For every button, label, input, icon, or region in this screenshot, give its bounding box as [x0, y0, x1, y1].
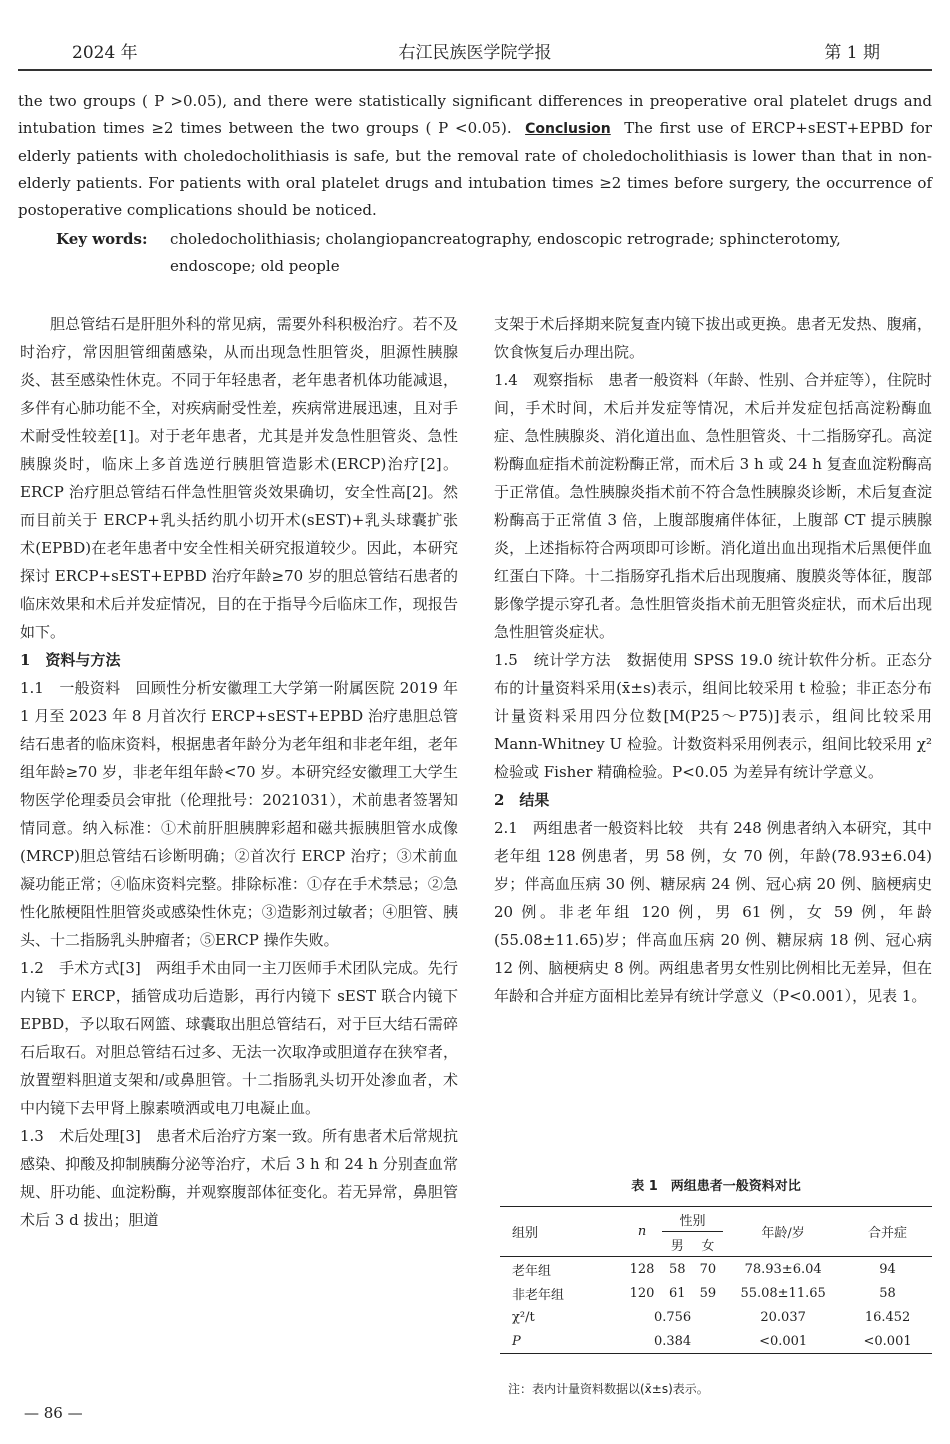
page-number: — 86 —: [24, 1404, 83, 1422]
table-1: [500, 1206, 932, 1354]
th-sex: 性别: [662, 1207, 723, 1232]
cell-stat: 0.756: [653, 1309, 692, 1325]
header-journal: 右江民族医学院学报: [398, 43, 552, 63]
section-1-3: 1.3 术后处理[3] 患者术后治疗方案一致。所有患者术后常规抗感染、抑酸及抑制胰酶分泌等治疗，术后 3 h 和 24 h 分别查血常规、肝功能、血淀粉酶，并观察腹部体征变化。若无异常，鼻胆管术后 3 d 拔出；胆道: [20, 1127, 458, 1229]
th-male: 男: [670, 1238, 684, 1254]
cell-comorb: 16.452: [864, 1309, 911, 1325]
cell-age: 20.037: [760, 1309, 806, 1325]
section-1-3-cont: 支架于术后择期来院复查内镜下拔出或更换。患者无发热、腹痛，饮食恢复后办理出院。: [494, 315, 932, 361]
cell-group: 老年组: [512, 1263, 552, 1279]
th-female: 女: [701, 1238, 715, 1254]
cell-n: 128: [629, 1261, 655, 1277]
th-group: 组别: [512, 1226, 539, 1241]
cell-comorb: <0.001: [863, 1333, 912, 1349]
keywords-label: Key words:: [56, 230, 148, 248]
cell-male: 61: [669, 1285, 686, 1301]
section-2-heading: 2 结果: [494, 791, 550, 809]
cell-age: 55.08±11.65: [740, 1285, 826, 1301]
section-2-1: 2.1 两组患者一般资料比较 共有 248 例患者纳入本研究，其中老年组 128 例患者，男 58 例，女 70 例，年龄(78.93±6.04)岁；伴高血压病 30 例、糖尿病 24 例、冠心病 20 例、脑梗病史 20 例。非老年组 120 例，男 61 例，女 59 例，年龄(55.08±11.65)岁；伴高血压病 20 例、糖尿病 18 例、冠心病 12 例、脑梗病史 8 例。两组患者男女性别比例相比无差异，但在年龄和合并症方面相比差异有统计学意义（P<0.001），见表 1。: [494, 819, 932, 1005]
conclusion-label: Conclusion: [525, 121, 611, 137]
cell-age: 78.93±6.04: [744, 1261, 822, 1277]
abstract-part1: the two groups ( P >0.05), and there were statistically significant differences in preoperative oral platelet drugs and intubation times ≥2 times between the two groups ( P <0.05).: [18, 92, 932, 137]
table-row: [500, 1281, 932, 1305]
section-1-4: 1.4 观察指标 患者一般资料（年龄、性别、合并症等），住院时间，手术时间，术后并发症等情况，术后并发症包括高淀粉酶血症、急性胰腺炎、消化道出血、急性胆管炎、十二指肠穿孔。高淀粉酶血症指术前淀粉酶正常，而术后 3 h 或 24 h 复查血淀粉酶高于正常值。急性胰腺炎指术前不符合急性胰腺炎诊断，术后复查淀粉酶高于正常值 3 倍，上腹部腹痛伴体征，上腹部 CT 提示胰腺炎，上述指标符合两项即可诊断。消化道出血出现指术后黑便伴血红蛋白下降。十二指肠穿孔指术后出现腹痛、腹膜炎等体征，腹部影像学提示穿孔者。急性胆管炎指术前无胆管炎症状，而术后出现急性胆管炎症状。: [494, 371, 932, 641]
section-1-2: 1.2 手术方式[3] 两组手术由同一主刀医师手术团队完成。先行内镜下 ERCP，插管成功后造影，再行内镜下 sEST 联合内镜下 EPBD，予以取石网篮、球囊取出胆总管结石，对于巨大结石需碎石后取石。对胆总管结石过多、无法一次取净或胆道存在狭窄者，放置塑料胆道支架和/或鼻胆管。十二指肠乳头切开处渗血者，术中内镜下去甲肾上腺素喷洒或电刀电凝止血。: [20, 959, 458, 1117]
left-column: [20, 310, 458, 1234]
table-note: 注：表内计量资料数据以(x̄±s)表示。: [508, 1382, 709, 1396]
header-year: 2024 年: [72, 43, 138, 63]
cell-group: P: [512, 1333, 521, 1349]
th-comorbidity: 合并症: [868, 1226, 908, 1241]
table-row: [500, 1329, 932, 1354]
header-rule: [18, 69, 932, 71]
cell-female: 70: [699, 1261, 717, 1277]
keywords-text: choledocholithiasis; cholangiopancreatography, endoscopic retrograde; sphincterotomy, endoscope; old people: [170, 230, 841, 275]
running-header: [0, 38, 950, 66]
right-column: [494, 310, 932, 1010]
cell-group: χ²/t: [512, 1309, 535, 1325]
table-caption: 表 1 两组患者一般资料对比: [631, 1179, 801, 1194]
intro-paragraph: 胆总管结石是肝胆外科的常见病，需要外科积极治疗。若不及时治疗，常因胆管细菌感染，从而出现急性胆管炎，胆源性胰腺炎、甚至感染性休克。不同于年轻患者，老年患者机体功能减退，多伴有心肺功能不全，对疾病耐受性差，疾病常进展迅速，且对手术耐受性较差[1]。对于老年患者，尤其是并发急性胆管炎、急性胰腺炎时，临床上多首选逆行胰胆管造影术(ERCP)治疗[2]。ERCP 治疗胆总管结石伴急性胆管炎效果确切，安全性高[2]。然而目前关于 ERCP+乳头括约肌小切开术(sEST)+乳头球囊扩张术(EPBD)在老年患者中安全性相关研究报道较少。因此，本研究探讨 ERCP+sEST+EPBD 治疗年龄≥70 岁的胆总管结石患者的临床效果和术后并发症情况，目的在于指导今后临床工作，现报告如下。: [20, 315, 458, 641]
cell-comorb: 94: [879, 1261, 896, 1277]
cell-n: 120: [629, 1285, 655, 1301]
section-1-5: 1.5 统计学方法 数据使用 SPSS 19.0 统计软件分析。正态分布的计量资料采用(x̄±s)表示，组间比较采用 t 检验；非正态分布计量资料采用四分位数[M(P25～P75)]表示，组间比较采用 Mann-Whitney U 检验。计数资料采用例表示，组间比较采用 χ² 检验或 Fisher 精确检验。P<0.05 为差异有统计学意义。: [494, 651, 932, 781]
abstract-part2: The first use of ERCP+sEST+EPBD for elderly patients with choledocholithiasis is safe, but the removal rate of choledocholithiasis is lower than that in non-elderly patients. For patients with oral platelet drugs and intubation times ≥2 times before surgery, the occurrence of postoperative complications should be noticed.: [18, 119, 932, 219]
cell-stat: 0.384: [653, 1333, 692, 1349]
table-row: [500, 1257, 932, 1282]
cell-female: 59: [699, 1285, 717, 1301]
header-issue: 第 1 期: [824, 43, 880, 63]
th-age: 年龄/岁: [761, 1226, 805, 1241]
cell-group: 非老年组: [512, 1287, 565, 1303]
cell-male: 58: [669, 1261, 686, 1277]
abstract-english: [18, 88, 932, 224]
table-row: [500, 1305, 932, 1329]
section-1-heading: 1 资料与方法: [20, 651, 121, 669]
cell-comorb: 58: [879, 1285, 896, 1301]
cell-age: <0.001: [759, 1333, 808, 1349]
th-n: n: [637, 1224, 647, 1239]
section-1-1: 1.1 一般资料 回顾性分析安徽理工大学第一附属医院 2019 年 1 月至 2023 年 8 月首次行 ERCP+sEST+EPBD 治疗患胆总管结石患者的临床资料，根据患者年龄分为老年组和非老年组，老年组年龄≥70 岁，非老年组年龄<70 岁。本研究经安徽理工大学生物医学伦理委员会审批（伦理批号：2021031），术前患者签署知情同意。纳入标准：①术前肝胆胰脾彩超和磁共振胰胆管水成像(MRCP)胆总管结石诊断明确；②首次行 ERCP 治疗；③术前血凝功能正常；④临床资料完整。排除标准：①存在手术禁忌；②急性化脓梗阻性胆管炎或感染性休克；③造影剂过敏者；④胆管、胰头、十二指肠乳头肿瘤者；⑤ERCP 操作失败。: [20, 679, 458, 949]
